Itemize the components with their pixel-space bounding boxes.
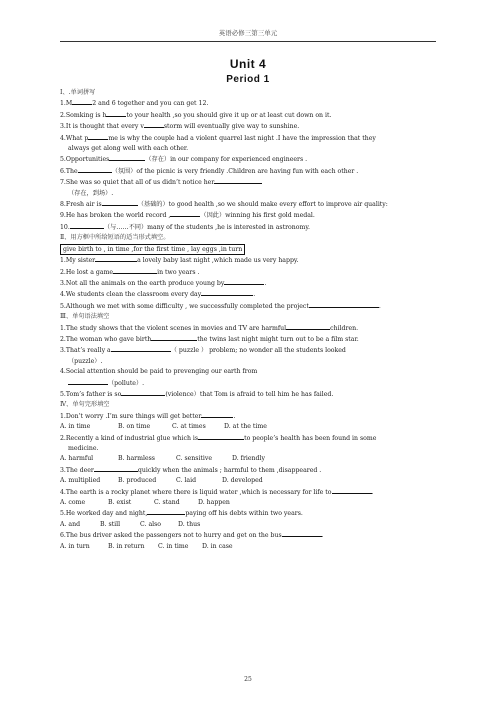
question-text: 2.He lost a game xyxy=(60,268,114,276)
answer-blank[interactable] xyxy=(95,255,137,262)
option-b[interactable]: B. produced xyxy=(118,477,157,485)
question-text: . xyxy=(264,279,267,287)
phrase-box: give birth to , in time ,for the first time , lay eggs ,in turn xyxy=(60,244,245,255)
answer-blank[interactable] xyxy=(106,110,126,117)
question-text: quickly when the animals ; harmful to them ,disappeared . xyxy=(137,466,322,474)
unit-title: Unit 4 xyxy=(229,57,267,71)
option-a[interactable]: A. harmful xyxy=(60,455,94,463)
question-text: 6.The bus driver asked the passengers not to hurry and get on the bus xyxy=(60,532,282,540)
answer-blank[interactable] xyxy=(68,378,108,385)
question-text: （ puzzle ） problem; no wonder all the students looked xyxy=(170,347,346,355)
question-text: 5.Although we met with some difficulty , we successfully completed the project xyxy=(60,302,309,310)
answer-blank[interactable] xyxy=(286,323,330,330)
question-line xyxy=(60,465,438,476)
option-b[interactable]: B. exist xyxy=(108,499,132,507)
option-a[interactable]: A. in turn xyxy=(60,542,90,550)
question-text: 1.The study shows that the violent scenes in movies and TV are harmful xyxy=(60,324,287,332)
question-text: storm will eventually give way to sunshine. xyxy=(163,123,300,131)
question-text: 3.That’s really a xyxy=(60,347,111,355)
question-text: 3.It is thought that every v xyxy=(60,123,144,131)
question-line xyxy=(60,367,438,377)
question-text: 4.What p xyxy=(60,134,89,142)
question-text: 7.She was so quiet that all of us didn’t notice her xyxy=(60,179,215,187)
answer-blank[interactable] xyxy=(214,177,262,184)
option-c[interactable]: C. at times xyxy=(172,423,206,431)
answer-blank[interactable] xyxy=(121,389,165,396)
section-heading-1: Ⅰ、.单词拼写 xyxy=(60,89,96,96)
question-text: （因此）winning his first gold medal. xyxy=(200,212,315,220)
question-text: 3.Not all the animals on the earth produce young by xyxy=(60,279,225,287)
answer-blank[interactable] xyxy=(113,267,157,274)
question-line xyxy=(60,357,438,367)
option-a[interactable]: A. and xyxy=(60,520,81,528)
question-line xyxy=(60,389,438,400)
question-text: （puzzle）. xyxy=(68,357,103,365)
question-line xyxy=(60,345,438,356)
question-line xyxy=(60,110,438,121)
options-line xyxy=(60,422,438,432)
running-header: 英语必修三第三单元 xyxy=(60,28,436,42)
question-text: 4.The earth is a rocky planet where there is liquid water ,which is necessary for life to xyxy=(60,488,332,496)
question-line xyxy=(60,411,438,422)
question-text: （pollute）. xyxy=(108,379,145,387)
question-text: me is why the couple had a violent quarrel last night .I have the impression that they xyxy=(108,134,376,142)
answer-blank[interactable] xyxy=(111,345,171,352)
question-line xyxy=(60,334,438,345)
question-text: 1.Don’t worry .I’m sure things will get better xyxy=(60,412,202,420)
answer-blank[interactable] xyxy=(144,121,164,128)
answer-blank[interactable] xyxy=(201,289,256,299)
answer-blank[interactable] xyxy=(109,154,145,161)
question-line xyxy=(60,121,438,132)
exercise-content xyxy=(60,88,438,552)
question-line xyxy=(60,154,438,165)
option-c[interactable]: C. also xyxy=(140,520,162,528)
question-line xyxy=(60,144,438,154)
question-line xyxy=(60,222,438,233)
answer-blank[interactable] xyxy=(170,210,200,217)
question-line xyxy=(60,508,438,519)
option-d[interactable]: D. at the time xyxy=(224,423,267,431)
answer-blank[interactable] xyxy=(88,133,108,140)
question-line xyxy=(60,378,438,389)
question-text: 3.The deer xyxy=(60,466,94,474)
section-heading-4: Ⅳ、单句完形填空 xyxy=(60,401,110,409)
question-text: to people’s health has been found in some xyxy=(244,434,377,442)
answer-blank[interactable] xyxy=(151,334,197,341)
question-text: 6.The xyxy=(60,167,78,175)
question-line xyxy=(60,166,438,177)
option-b[interactable]: B. harmless xyxy=(118,455,155,463)
answer-blank[interactable] xyxy=(72,98,92,105)
question-text: （与……不同）many of the students ,he is interested in astronomy. xyxy=(103,223,310,231)
question-text: （存在，到场）. xyxy=(68,189,114,197)
question-text: medicine. xyxy=(68,445,99,452)
question-text: . xyxy=(371,488,374,496)
question-text: . xyxy=(233,412,236,420)
question-line xyxy=(60,133,438,144)
question-line xyxy=(60,199,438,210)
option-c[interactable]: C. stand xyxy=(154,499,180,507)
answer-blank[interactable] xyxy=(70,222,104,229)
question-text: children. xyxy=(330,324,359,332)
option-d[interactable]: D. in case xyxy=(202,542,233,550)
question-line xyxy=(60,444,438,454)
question-text: 8.Fresh air is xyxy=(60,201,102,209)
question-text: always get along well with each other. xyxy=(68,145,189,153)
question-text: 5.Tom’s father is so xyxy=(60,390,122,398)
options-line xyxy=(60,520,438,530)
answer-blank[interactable] xyxy=(201,411,236,420)
question-line xyxy=(60,189,438,199)
question-text: paying off his debts within two years. xyxy=(185,510,303,518)
question-text: in two years . xyxy=(157,268,200,276)
option-d[interactable]: D. developed xyxy=(222,477,263,485)
question-line xyxy=(60,487,438,498)
question-text: 2.Somking is h xyxy=(60,111,107,119)
question-line xyxy=(60,255,438,266)
answer-blank[interactable] xyxy=(198,433,244,440)
question-text: the twins last night might turn out to be a film star. xyxy=(197,335,359,343)
question-text: 1.M xyxy=(60,100,73,108)
section-heading-2: Ⅱ、用方框中所给短语的适当形式填空。 xyxy=(60,234,170,242)
answer-blank[interactable] xyxy=(94,465,138,472)
option-d[interactable]: D. happen xyxy=(198,499,230,507)
answer-blank[interactable] xyxy=(282,530,324,540)
question-line xyxy=(60,267,438,278)
question-line xyxy=(60,278,438,289)
question-text: （氛围）of the picnic is very friendly .Children are having fun with each other . xyxy=(111,167,359,175)
question-text: to your health ,so you should give it up or at least cut down on it. xyxy=(126,111,332,119)
question-text: . xyxy=(253,291,256,299)
options-line xyxy=(60,454,438,464)
option-c[interactable]: C. laid xyxy=(176,477,197,485)
period-title: Period 1 xyxy=(226,74,270,85)
answer-blank[interactable] xyxy=(78,166,112,173)
question-text: 4.We students clean the classroom every day xyxy=(60,291,202,299)
question-line xyxy=(60,289,438,300)
option-b[interactable]: B. on time xyxy=(118,423,151,431)
question-text: 2 and 6 together and you can get 12. xyxy=(92,100,209,108)
question-text: （存在）in our company for experienced engineers . xyxy=(145,156,308,164)
option-c[interactable]: C. in time xyxy=(158,542,189,550)
phrase-box-line xyxy=(60,244,438,255)
question-text: 9.He has broken the world record , xyxy=(60,212,171,220)
question-line xyxy=(60,210,438,221)
option-d[interactable]: D. thus xyxy=(178,520,201,528)
options-line xyxy=(60,542,438,552)
question-text: 10. xyxy=(60,223,70,231)
question-text: (violence）that Tom is afraid to tell him he has failed. xyxy=(165,390,334,398)
question-line xyxy=(60,98,438,109)
question-line xyxy=(60,433,438,444)
page-number: 25 xyxy=(244,676,252,683)
question-line xyxy=(60,530,438,541)
question-text: 4.Social attention should be paid to prevenging our earth from xyxy=(60,368,258,376)
section-heading-3: Ⅲ、单句语法填空 xyxy=(60,313,110,321)
options-line xyxy=(60,476,438,486)
option-d[interactable]: D. friendly xyxy=(232,455,265,463)
question-text: 2.The woman who gave birth xyxy=(60,335,152,343)
question-line xyxy=(60,177,438,188)
question-text: 1.My sister xyxy=(60,257,96,265)
question-text: （基础的）to good health ,so we should make every effort to improve air quality: xyxy=(137,201,388,209)
option-b[interactable]: B. in return xyxy=(108,542,145,550)
answer-blank[interactable] xyxy=(147,508,185,515)
answer-blank[interactable] xyxy=(224,278,267,287)
question-text: . xyxy=(378,302,381,310)
option-a[interactable]: A. in time xyxy=(60,423,91,431)
answer-blank[interactable] xyxy=(102,199,138,206)
option-b[interactable]: B. still xyxy=(100,520,121,528)
question-text: . xyxy=(321,532,324,540)
answer-blank[interactable] xyxy=(309,301,379,308)
question-text: 5.Opportunities xyxy=(60,156,110,164)
option-a[interactable]: A. multiplied xyxy=(60,477,101,485)
question-text: 5.He worked day and night, xyxy=(60,510,148,518)
option-a[interactable]: A. come xyxy=(60,499,86,507)
question-line xyxy=(60,323,438,334)
question-text: 2.Recently a kind of industrial glue which is xyxy=(60,434,199,442)
answer-blank[interactable] xyxy=(332,487,372,494)
question-text: a lovely baby last night ,which made us very happy. xyxy=(137,257,299,265)
option-c[interactable]: C. sensitive xyxy=(176,455,213,463)
question-line xyxy=(60,301,438,312)
options-line xyxy=(60,498,438,508)
